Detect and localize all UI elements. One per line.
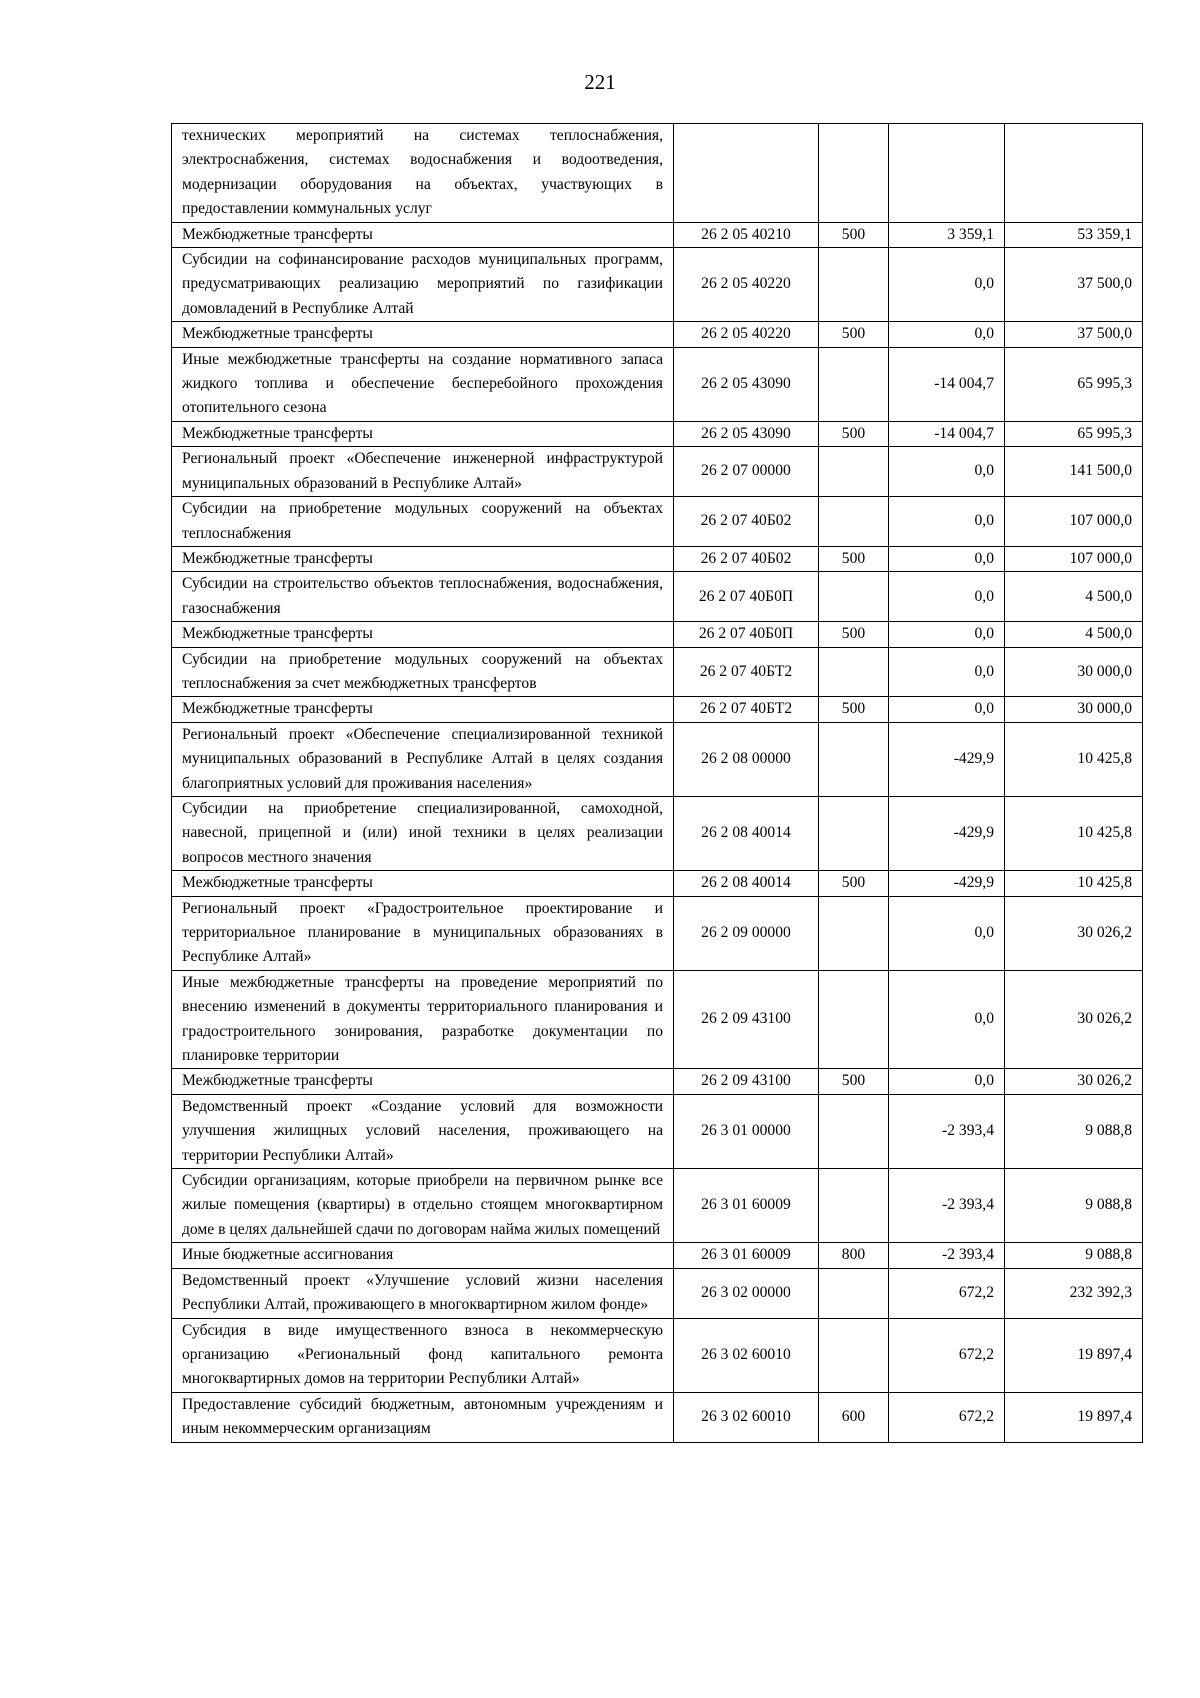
table-row [172, 796, 1143, 870]
expense-type-code [819, 722, 889, 796]
amount-total: 4 500,0 [1005, 622, 1143, 647]
table-row [172, 447, 1143, 497]
amount-change: 0,0 [889, 322, 1005, 347]
table-row [172, 871, 1143, 896]
amount-total: 10 425,8 [1005, 796, 1143, 870]
expense-type-code [819, 647, 889, 697]
row-description: Межбюджетные трансферты [172, 622, 674, 647]
row-description: Межбюджетные трансферты [172, 546, 674, 571]
amount-total: 30 000,0 [1005, 697, 1143, 722]
target-article-code: 26 3 02 60010 [674, 1318, 819, 1392]
amount-change: 672,2 [889, 1392, 1005, 1442]
table-row [172, 970, 1143, 1069]
expense-type-code [819, 124, 889, 223]
row-description: Субсидии на приобретение специализированной, самоходной, навесной, прицепной и (или) иной техники в целях реализации вопросов местного значения [172, 796, 674, 870]
row-description: Ведомственный проект «Улучшение условий жизни населения Республики Алтай, проживающего в многоквартирном жилом фонде» [172, 1268, 674, 1318]
target-article-code: 26 2 09 43100 [674, 970, 819, 1069]
expense-type-code [819, 896, 889, 970]
amount-change: -14 004,7 [889, 421, 1005, 446]
amount-total: 65 995,3 [1005, 421, 1143, 446]
amount-total: 30 026,2 [1005, 970, 1143, 1069]
row-description: Иные межбюджетные трансферты на создание нормативного запаса жидкого топлива и обеспечение бесперебойного прохождения отопительного сезона [172, 347, 674, 421]
amount-total: 107 000,0 [1005, 497, 1143, 547]
expense-type-code: 500 [819, 222, 889, 247]
amount-total: 37 500,0 [1005, 322, 1143, 347]
target-article-code: 26 2 08 40014 [674, 796, 819, 870]
table-row [172, 347, 1143, 421]
expense-type-code: 500 [819, 697, 889, 722]
amount-change: -2 393,4 [889, 1094, 1005, 1168]
amount-change: 0,0 [889, 647, 1005, 697]
amount-total: 9 088,8 [1005, 1094, 1143, 1168]
amount-total: 30 026,2 [1005, 1069, 1143, 1094]
row-description: Ведомственный проект «Создание условий для возможности улучшения жилищных условий населения, проживающего на территории Республики Алтай» [172, 1094, 674, 1168]
expense-type-code [819, 1268, 889, 1318]
row-description: Межбюджетные трансферты [172, 222, 674, 247]
amount-change: 0,0 [889, 546, 1005, 571]
target-article-code: 26 2 07 40Б0П [674, 572, 819, 622]
expense-type-code: 600 [819, 1392, 889, 1442]
target-article-code: 26 3 02 00000 [674, 1268, 819, 1318]
table-row [172, 546, 1143, 571]
row-description: Предоставление субсидий бюджетным, автономным учреждениям и иным некоммерческим организациям [172, 1392, 674, 1442]
amount-total: 107 000,0 [1005, 546, 1143, 571]
amount-change: -429,9 [889, 796, 1005, 870]
table-row [172, 697, 1143, 722]
expense-type-code [819, 796, 889, 870]
amount-total: 30 000,0 [1005, 647, 1143, 697]
expense-type-code: 500 [819, 421, 889, 446]
amount-change: 0,0 [889, 572, 1005, 622]
table-row [172, 1318, 1143, 1392]
table-row [172, 124, 1143, 223]
amount-change: 3 359,1 [889, 222, 1005, 247]
target-article-code: 26 2 09 00000 [674, 896, 819, 970]
amount-change: 672,2 [889, 1318, 1005, 1392]
target-article-code: 26 2 05 40220 [674, 322, 819, 347]
amount-change: -2 393,4 [889, 1243, 1005, 1268]
target-article-code: 26 2 09 43100 [674, 1069, 819, 1094]
target-article-code: 26 2 05 40220 [674, 248, 819, 322]
table-row [172, 222, 1143, 247]
expense-type-code: 500 [819, 1069, 889, 1094]
table-row [172, 622, 1143, 647]
amount-change: 0,0 [889, 970, 1005, 1069]
expense-type-code [819, 447, 889, 497]
amount-change [889, 124, 1005, 223]
expense-type-code [819, 347, 889, 421]
amount-total: 53 359,1 [1005, 222, 1143, 247]
budget-table [171, 123, 1143, 1443]
amount-total: 10 425,8 [1005, 871, 1143, 896]
target-article-code: 26 2 07 40БТ2 [674, 647, 819, 697]
expense-type-code: 500 [819, 622, 889, 647]
amount-change: -429,9 [889, 871, 1005, 896]
amount-change: -2 393,4 [889, 1169, 1005, 1243]
expense-type-code [819, 970, 889, 1069]
table-row [172, 1094, 1143, 1168]
row-description: Региональный проект «Обеспечение специализированной техникой муниципальных образований в Республике Алтай в целях создания благоприятных условий для проживания населения» [172, 722, 674, 796]
expense-type-code: 500 [819, 546, 889, 571]
amount-change: 0,0 [889, 447, 1005, 497]
amount-change: 0,0 [889, 248, 1005, 322]
row-description: Субсидии на приобретение модульных сооружений на объектах теплоснабжения [172, 497, 674, 547]
budget-table-body [172, 124, 1143, 1443]
target-article-code: 26 3 01 00000 [674, 1094, 819, 1168]
row-description: Межбюджетные трансферты [172, 1069, 674, 1094]
target-article-code: 26 3 01 60009 [674, 1169, 819, 1243]
page-number: 221 [584, 70, 616, 94]
amount-total: 19 897,4 [1005, 1392, 1143, 1442]
target-article-code: 26 2 07 40БТ2 [674, 697, 819, 722]
amount-total: 10 425,8 [1005, 722, 1143, 796]
row-description: Межбюджетные трансферты [172, 322, 674, 347]
table-row [172, 322, 1143, 347]
amount-change: 0,0 [889, 697, 1005, 722]
amount-total: 4 500,0 [1005, 572, 1143, 622]
amount-change: -14 004,7 [889, 347, 1005, 421]
target-article-code: 26 2 05 40210 [674, 222, 819, 247]
amount-total: 19 897,4 [1005, 1318, 1143, 1392]
target-article-code [674, 124, 819, 223]
table-row [172, 722, 1143, 796]
row-description: Субсидии организациям, которые приобрели на первичном рынке все жилые помещения (квартиры) в отдельно стоящем многоквартирном доме в целях дальнейшей сдачи по договорам найма жилых помещений [172, 1169, 674, 1243]
expense-type-code: 500 [819, 871, 889, 896]
row-description: Иные бюджетные ассигнования [172, 1243, 674, 1268]
target-article-code: 26 2 05 43090 [674, 421, 819, 446]
row-description: Субсидии на приобретение модульных сооружений на объектах теплоснабжения за счет межбюджетных трансфертов [172, 647, 674, 697]
table-row [172, 1169, 1143, 1243]
amount-total [1005, 124, 1143, 223]
table-row [172, 647, 1143, 697]
row-description: технических мероприятий на системах теплоснабжения, электроснабжения, системах водоснабжения и водоотведения, модернизации оборудования на объектах, участвующих в предоставлении коммунальных услуг [172, 124, 674, 223]
expense-type-code [819, 497, 889, 547]
target-article-code: 26 3 02 60010 [674, 1392, 819, 1442]
row-description: Межбюджетные трансферты [172, 871, 674, 896]
table-row [172, 1268, 1143, 1318]
amount-total: 232 392,3 [1005, 1268, 1143, 1318]
amount-change: -429,9 [889, 722, 1005, 796]
target-article-code: 26 2 07 40Б02 [674, 497, 819, 547]
table-row [172, 1069, 1143, 1094]
row-description: Иные межбюджетные трансферты на проведение мероприятий по внесению изменений в документы территориального планирования и градостроительного зонирования, разработке документации по планировке территории [172, 970, 674, 1069]
row-description: Региональный проект «Обеспечение инженерной инфраструктурой муниципальных образований в Республике Алтай» [172, 447, 674, 497]
amount-change: 672,2 [889, 1268, 1005, 1318]
amount-change: 0,0 [889, 1069, 1005, 1094]
expense-type-code: 500 [819, 322, 889, 347]
amount-change: 0,0 [889, 497, 1005, 547]
amount-change: 0,0 [889, 896, 1005, 970]
expense-type-code: 800 [819, 1243, 889, 1268]
target-article-code: 26 2 05 43090 [674, 347, 819, 421]
table-row [172, 248, 1143, 322]
target-article-code: 26 3 01 60009 [674, 1243, 819, 1268]
row-description: Региональный проект «Градостроительное проектирование и территориальное планирование в муниципальных образованиях в Республике Алтай» [172, 896, 674, 970]
table-row [172, 497, 1143, 547]
row-description: Субсидия в виде имущественного взноса в некоммерческую организацию «Региональный фонд капитального ремонта многоквартирных домов на территории Республики Алтай» [172, 1318, 674, 1392]
amount-total: 9 088,8 [1005, 1243, 1143, 1268]
amount-total: 9 088,8 [1005, 1169, 1143, 1243]
row-description: Межбюджетные трансферты [172, 697, 674, 722]
target-article-code: 26 2 07 40Б02 [674, 546, 819, 571]
expense-type-code [819, 1169, 889, 1243]
table-row [172, 421, 1143, 446]
expense-type-code [819, 572, 889, 622]
table-row [172, 572, 1143, 622]
row-description: Межбюджетные трансферты [172, 421, 674, 446]
target-article-code: 26 2 07 00000 [674, 447, 819, 497]
amount-total: 65 995,3 [1005, 347, 1143, 421]
expense-type-code [819, 1318, 889, 1392]
amount-total: 141 500,0 [1005, 447, 1143, 497]
expense-type-code [819, 248, 889, 322]
row-description: Субсидии на софинансирование расходов муниципальных программ, предусматривающих реализацию мероприятий по газификации домовладений в Республике Алтай [172, 248, 674, 322]
target-article-code: 26 2 08 00000 [674, 722, 819, 796]
table-row [172, 1243, 1143, 1268]
target-article-code: 26 2 07 40Б0П [674, 622, 819, 647]
row-description: Субсидии на строительство объектов теплоснабжения, водоснабжения, газоснабжения [172, 572, 674, 622]
table-row [172, 896, 1143, 970]
expense-type-code [819, 1094, 889, 1168]
amount-total: 37 500,0 [1005, 248, 1143, 322]
table-row [172, 1392, 1143, 1442]
amount-total: 30 026,2 [1005, 896, 1143, 970]
amount-change: 0,0 [889, 622, 1005, 647]
target-article-code: 26 2 08 40014 [674, 871, 819, 896]
